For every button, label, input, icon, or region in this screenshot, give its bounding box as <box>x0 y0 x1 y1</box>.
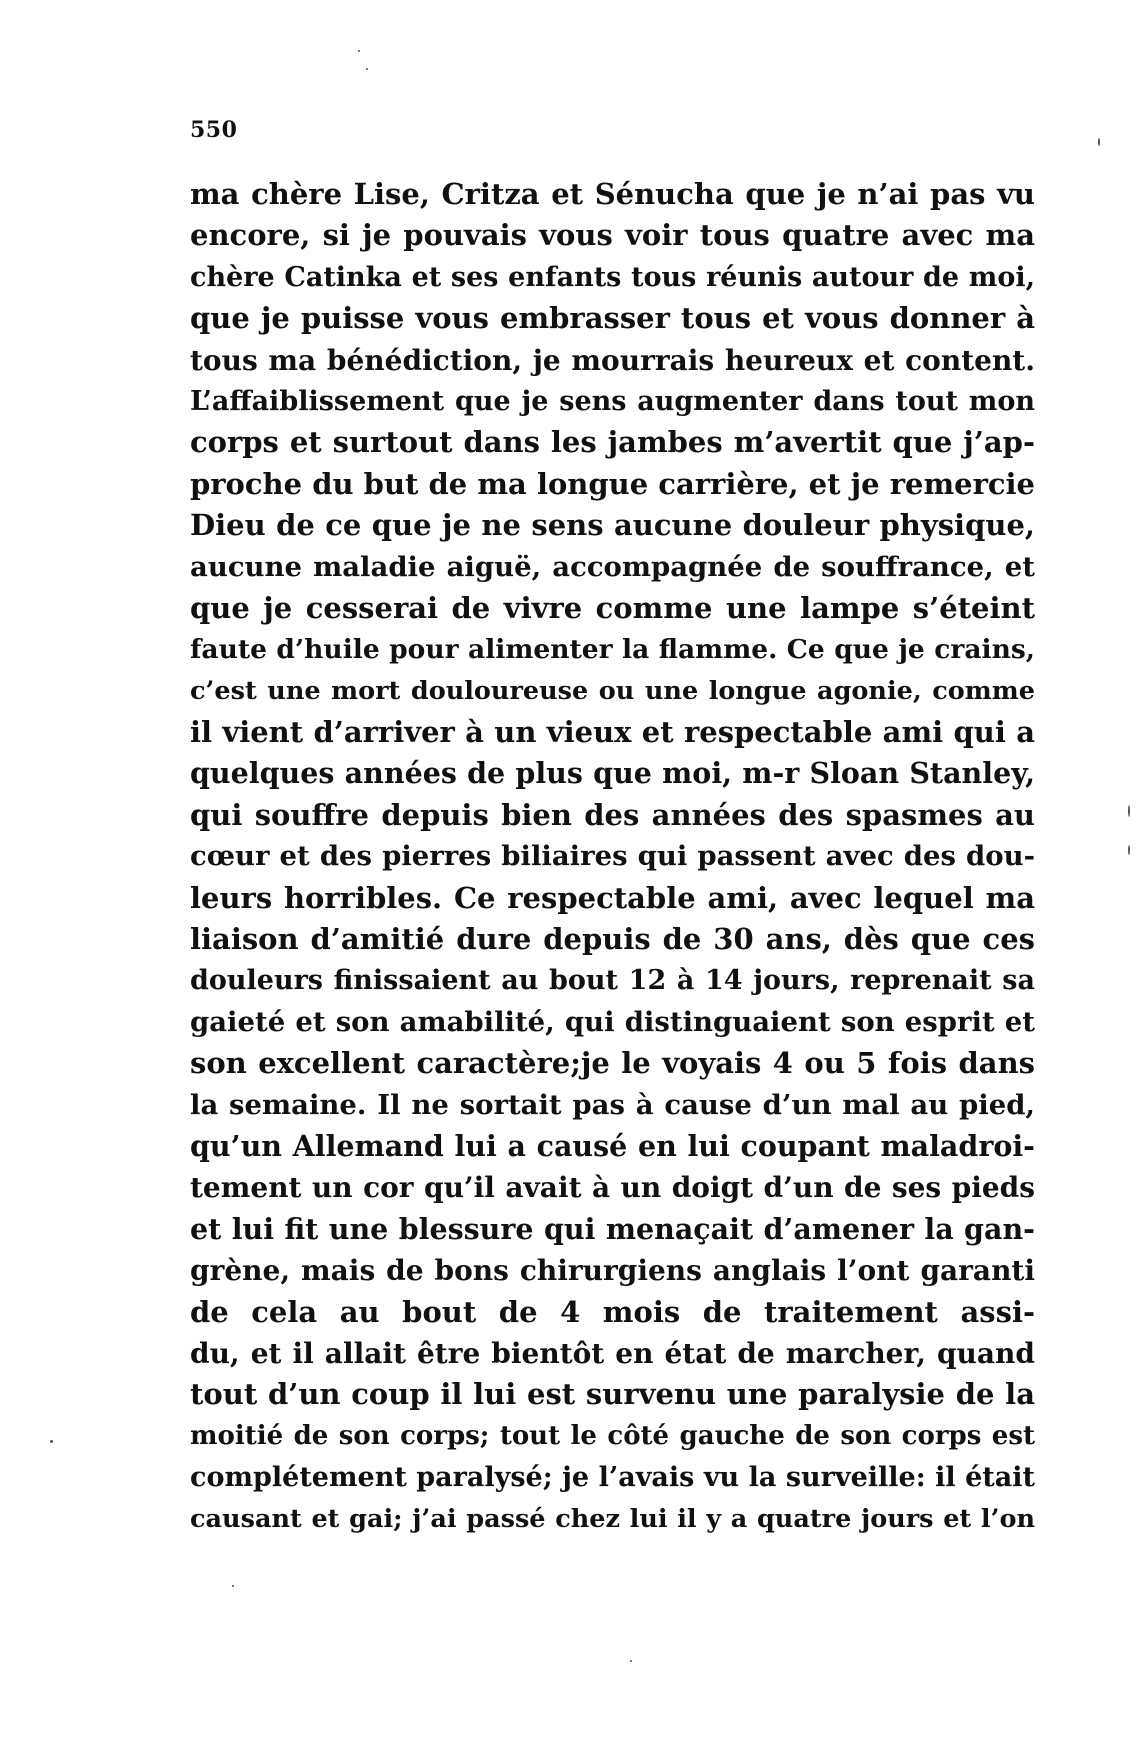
text-line: complétement paralysé; je l’avais vu la surveille: il était <box>190 1462 1035 1494</box>
text-line: douleurs finissaient au bout 12 à 14 jours, reprenait sa <box>190 965 1035 997</box>
text-line: L’affaiblissement que je sens augmenter dans tout mon <box>190 385 1035 417</box>
page-number: 550 <box>190 117 238 143</box>
text-line: il vient d’arriver à un vieux et respectable ami qui a <box>190 715 1035 750</box>
body-text <box>190 174 1035 1540</box>
text-line: c’est une mort douloureuse ou une longue agonie, comme <box>190 675 1035 706</box>
text-line: son excellent caractère;je le voyais 4 ou 5 fois dans <box>190 1046 1035 1081</box>
text-line: tement un cor qu’il avait à un doigt d’un de ses pieds <box>190 1171 1035 1205</box>
text-line: du, et il allait être bientôt en état de marcher, quand <box>190 1336 1035 1370</box>
text-line: proche du but de ma longue carrière, et je remercie <box>190 466 1035 501</box>
text-line: chère Catinka et ses enfants tous réunis autour de moi, <box>190 261 1035 293</box>
text-line: gaieté et son amabilité, qui distinguaient son esprit et <box>190 1005 1035 1038</box>
text-line: qui souffre depuis bien des années des spasmes au <box>190 797 1035 832</box>
text-line: encore, si je pouvais vous voir tous quatre avec ma <box>190 218 1035 253</box>
scan-speck <box>366 68 368 70</box>
text-line: qu’un Allemand lui a causé en lui coupant maladroi- <box>190 1128 1035 1163</box>
text-line: que je puisse vous embrasser tous et vous donner à <box>190 301 1035 336</box>
text-line: aucune maladie aiguë, accompagnée de souffrance, et <box>190 550 1035 583</box>
text-line: leurs horribles. Ce respectable ami, avec lequel ma <box>190 880 1035 915</box>
text-line: et lui fit une blessure qui menaçait d’amener la gan- <box>190 1211 1035 1246</box>
text-line: quelques années de plus que moi, m-r Sloan Stanley, <box>190 756 1035 791</box>
scan-speck <box>1098 138 1100 146</box>
text-line: liaison d’amitié dure depuis de 30 ans, dès que ces <box>190 922 1035 957</box>
text-line: grène, mais de bons chirurgiens anglais l’ont garanti <box>190 1254 1035 1288</box>
text-line: Dieu de ce que je ne sens aucune douleur physique, <box>190 508 1035 543</box>
text-line: ma chère Lise, Critza et Sénucha que je n’ai pas vu <box>190 177 1035 211</box>
text-line: la semaine. Il ne sortait pas à cause d’un mal au pied, <box>190 1088 1035 1121</box>
text-line: cœur et des pierres biliaires qui passent avec des dou- <box>190 840 1035 873</box>
scan-speck <box>1128 845 1130 855</box>
text-line: tout d’un coup il lui est survenu une paralysie de la <box>190 1377 1035 1412</box>
text-line: de cela au bout de 4 mois de traitement assi- <box>190 1294 1035 1329</box>
text-line: corps et surtout dans les jambes m’avertit que j’ap- <box>190 425 1035 460</box>
scan-speck <box>630 1660 632 1662</box>
scan-speck <box>50 1440 53 1443</box>
text-line: causant et gai; j’ai passé chez lui il y a quatre jours et l’on <box>190 1503 1035 1534</box>
text-line: faute d’huile pour alimenter la flamme. Ce que je crains, <box>190 634 1035 666</box>
scan-speck <box>232 1585 234 1587</box>
text-line: tous ma bénédiction, je mourrais heureux et content. <box>190 343 1035 377</box>
text-line: que je cesserai de vivre comme une lampe s’éteint <box>190 590 1035 625</box>
scan-speck <box>358 50 360 52</box>
text-line: moitié de son corps; tout le côté gauche de son corps est <box>190 1420 1035 1451</box>
scan-speck <box>1128 805 1130 817</box>
